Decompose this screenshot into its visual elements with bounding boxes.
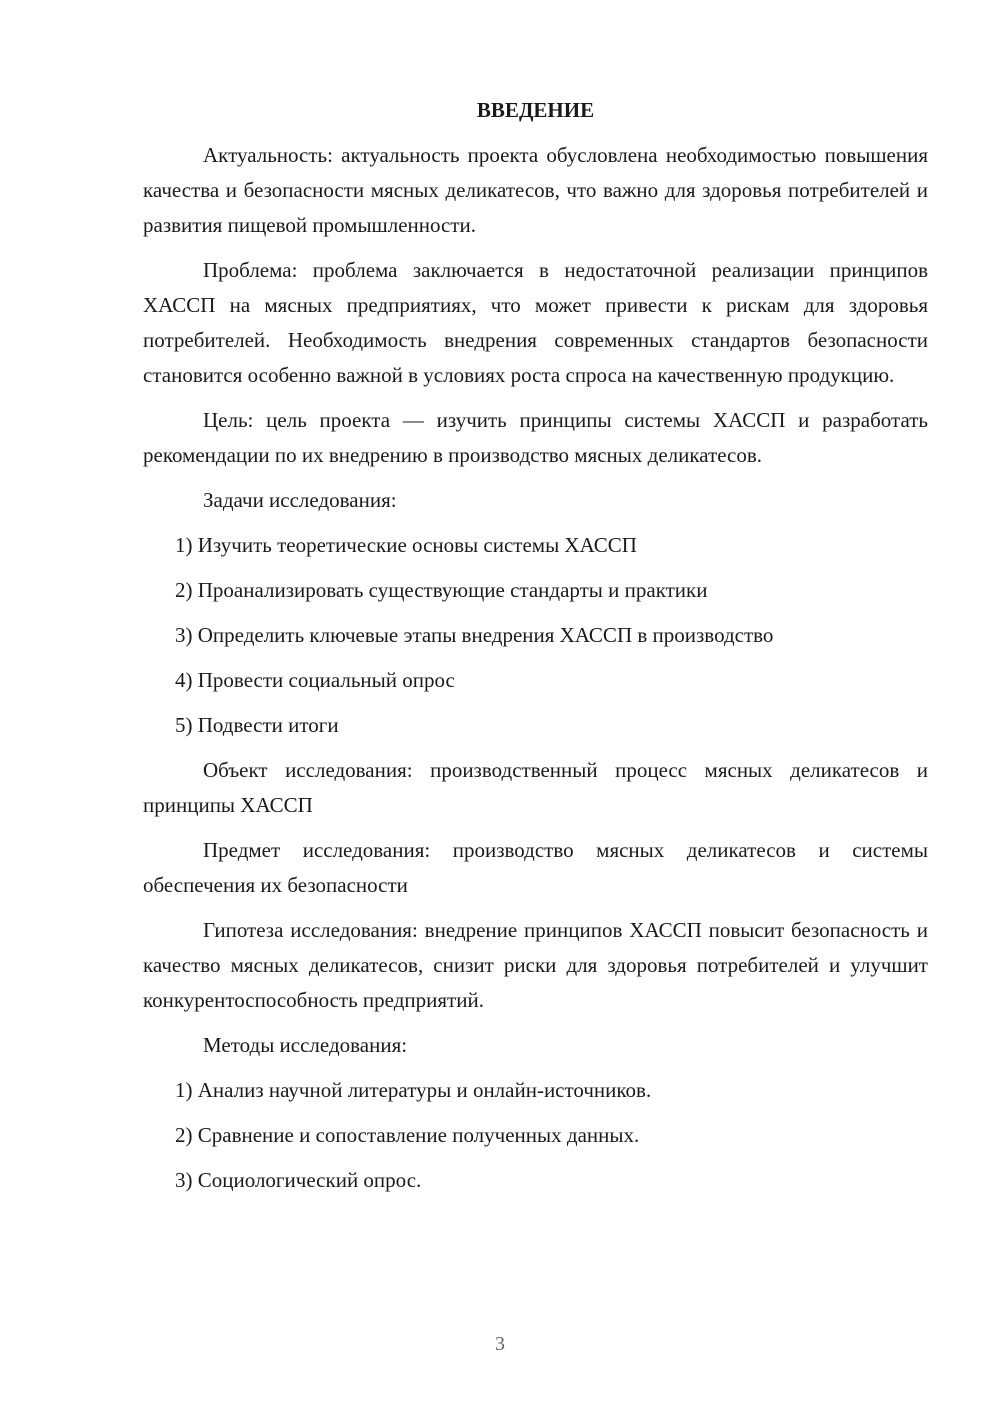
task-item: 2) Проанализировать существующие стандарты и практики [175, 578, 708, 602]
problem-paragraph: Проблема: проблема заключается в недостаточной реализации принципов ХАССП на мясных предприятиях, что может привести к рискам для здоровья потребителей. Необходимость внедрения современных стандартов безопасности становится особенно важной в условиях роста спроса на качественную продукцию. [143, 258, 928, 387]
hypothesis-paragraph: Гипотеза исследования: внедрение принципов ХАССП повысит безопасность и качество мясных деликатесов, снизит риски для здоровья потребителей и улучшит конкурентоспособность предприятий. [143, 918, 928, 1012]
method-item: 3) Социологический опрос. [175, 1168, 422, 1192]
task-item: 5) Подвести итоги [175, 713, 339, 737]
section-title: ВВЕДЕНИЕ [476, 98, 595, 122]
method-item: 2) Сравнение и сопоставление полученных данных. [175, 1123, 640, 1147]
task-item: 1) Изучить теоретические основы системы ХАССП [175, 533, 637, 557]
document-page [143, 92, 928, 1208]
tasks-heading: Задачи исследования: [203, 488, 397, 512]
task-item: 4) Провести социальный опрос [175, 668, 455, 692]
method-item: 1) Анализ научной литературы и онлайн-источников. [175, 1078, 652, 1102]
goal-paragraph: Цель: цель проекта — изучить принципы системы ХАССП и разработать рекомендации по их внедрению в производство мясных деликатесов. [143, 408, 928, 467]
subject-paragraph: Предмет исследования: производство мясных деликатесов и системы обеспечения их безопасности [143, 838, 928, 897]
object-paragraph: Объект исследования: производственный процесс мясных деликатесов и принципы ХАССП [143, 758, 928, 817]
methods-heading: Методы исследования: [203, 1033, 408, 1057]
page-number: 3 [495, 1333, 505, 1355]
relevance-paragraph: Актуальность: актуальность проекта обусловлена необходимостью повышения качества и безопасности мясных деликатесов, что важно для здоровья потребителей и развития пищевой промышленности. [143, 143, 928, 237]
task-item: 3) Определить ключевые этапы внедрения ХАССП в производство [175, 623, 774, 647]
